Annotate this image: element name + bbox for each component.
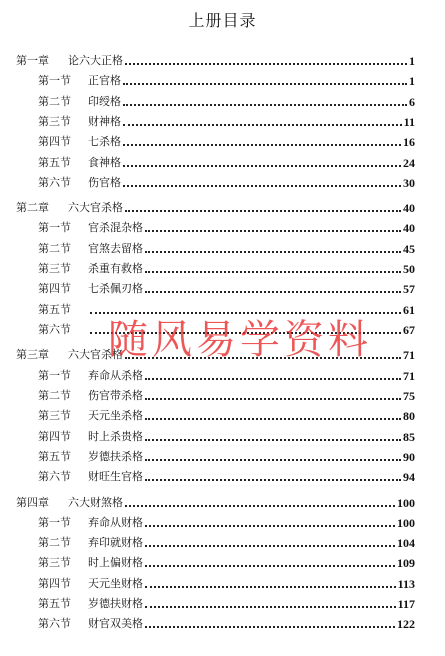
section-title: 七杀佩刃格 bbox=[88, 282, 143, 296]
section-title: 时上杀贵格 bbox=[88, 429, 143, 443]
section-row[interactable] bbox=[38, 113, 415, 129]
dot-leader bbox=[145, 230, 401, 232]
section-number: 第二节 bbox=[38, 536, 71, 550]
section-row[interactable] bbox=[38, 514, 415, 530]
section-number: 第三节 bbox=[38, 262, 71, 276]
chapter-row[interactable] bbox=[16, 199, 415, 215]
page-number: 50 bbox=[403, 262, 415, 277]
dot-leader bbox=[123, 83, 407, 85]
section-title: 弃印就财格 bbox=[88, 536, 143, 550]
section-row[interactable] bbox=[38, 468, 415, 484]
dot-leader bbox=[125, 505, 395, 507]
dot-leader bbox=[145, 251, 401, 253]
section-title: 官杀混杂格 bbox=[88, 221, 143, 235]
section-number: 第五节 bbox=[38, 597, 71, 611]
section-title: 财旺生官格 bbox=[88, 470, 143, 484]
page-number: 45 bbox=[403, 241, 415, 256]
page-title: 上册目录 bbox=[188, 11, 257, 30]
section-row[interactable] bbox=[38, 534, 415, 550]
dot-leader bbox=[145, 439, 401, 441]
section-row[interactable] bbox=[38, 575, 415, 591]
section-row[interactable] bbox=[38, 595, 415, 611]
section-title: 伤官格 bbox=[88, 175, 121, 189]
chapter-title: 论六大正格 bbox=[68, 54, 123, 67]
page-number: 100 bbox=[397, 515, 415, 530]
page-number: 117 bbox=[397, 597, 415, 612]
section-row[interactable] bbox=[38, 428, 415, 444]
section-title: 天元坐杀格 bbox=[88, 409, 143, 423]
section-number: 第三节 bbox=[38, 114, 71, 128]
chapter-row[interactable] bbox=[16, 52, 415, 68]
page-number: 104 bbox=[397, 536, 415, 551]
section-title: 天元坐财格 bbox=[88, 576, 143, 590]
section-row[interactable] bbox=[38, 301, 415, 317]
section-number: 第五节 bbox=[38, 155, 71, 169]
dot-leader bbox=[125, 63, 407, 65]
section-number: 第六节 bbox=[38, 322, 71, 336]
page-number: 122 bbox=[397, 617, 415, 632]
section-row[interactable] bbox=[38, 154, 415, 170]
dot-leader bbox=[145, 271, 401, 273]
section-number: 第二节 bbox=[38, 388, 71, 402]
page-number: 30 bbox=[403, 175, 415, 190]
section-number: 第二节 bbox=[38, 94, 71, 108]
section-title: 伤官带杀格 bbox=[88, 388, 143, 402]
section-row[interactable] bbox=[38, 367, 415, 383]
page-number: 6 bbox=[409, 94, 415, 109]
dot-leader bbox=[145, 626, 395, 628]
section-number: 第六节 bbox=[38, 470, 71, 484]
section-row[interactable] bbox=[38, 407, 415, 423]
dot-leader bbox=[123, 144, 401, 146]
page-number: 67 bbox=[403, 322, 415, 337]
dot-leader bbox=[125, 357, 401, 359]
dot-leader bbox=[145, 606, 396, 608]
section-number: 第五节 bbox=[38, 302, 71, 316]
section-title: 弃命从杀格 bbox=[88, 368, 143, 382]
section-number: 第四节 bbox=[38, 429, 71, 443]
page-number: 61 bbox=[403, 302, 415, 317]
section-number: 第五节 bbox=[38, 449, 71, 463]
section-title: 岁德扶财格 bbox=[88, 597, 143, 611]
page-number: 80 bbox=[403, 409, 415, 424]
section-row[interactable] bbox=[38, 93, 415, 109]
dot-leader bbox=[145, 398, 401, 400]
page-number: 85 bbox=[403, 429, 415, 444]
section-number: 第一节 bbox=[38, 515, 71, 529]
page-number: 40 bbox=[403, 221, 415, 236]
page-number: 11 bbox=[403, 114, 415, 129]
chapter-number: 第四章 bbox=[16, 495, 49, 509]
section-row[interactable] bbox=[38, 72, 415, 88]
section-title: 财神格 bbox=[88, 114, 121, 128]
section-row[interactable] bbox=[38, 615, 415, 631]
dot-leader bbox=[90, 312, 401, 314]
section-title: 七杀格 bbox=[88, 135, 121, 149]
page-number: 100 bbox=[397, 495, 415, 510]
section-number: 第一节 bbox=[38, 221, 71, 235]
chapter-number: 第三章 bbox=[16, 348, 49, 362]
dot-leader bbox=[145, 545, 395, 547]
dot-leader bbox=[145, 525, 395, 527]
section-number: 第六节 bbox=[38, 617, 71, 631]
section-row[interactable] bbox=[38, 321, 415, 337]
chapter-title: 六大财煞格 bbox=[68, 495, 123, 509]
dot-leader bbox=[123, 104, 407, 106]
dot-leader bbox=[123, 165, 401, 167]
section-number: 第四节 bbox=[38, 576, 71, 590]
page-number: 16 bbox=[403, 135, 415, 150]
section-number: 第三节 bbox=[38, 409, 71, 423]
dot-leader bbox=[145, 378, 401, 380]
dot-leader bbox=[145, 418, 401, 420]
dot-leader bbox=[125, 210, 401, 212]
section-number: 第一节 bbox=[38, 74, 71, 88]
page-number: 71 bbox=[403, 348, 415, 363]
section-title: 杀重有救格 bbox=[88, 262, 143, 276]
chapter-number: 第一章 bbox=[16, 54, 49, 67]
section-row[interactable] bbox=[38, 174, 415, 190]
page-number: 57 bbox=[403, 282, 415, 297]
page-number: 113 bbox=[397, 576, 415, 591]
section-title: 岁德扶杀格 bbox=[88, 449, 143, 463]
section-row[interactable] bbox=[38, 448, 415, 464]
section-title: 财官双美格 bbox=[88, 617, 143, 631]
page-number: 40 bbox=[403, 201, 415, 216]
section-row[interactable] bbox=[38, 219, 415, 235]
dot-leader bbox=[145, 459, 401, 461]
page-number: 94 bbox=[403, 470, 415, 485]
section-title: 正官格 bbox=[88, 74, 121, 88]
chapter-row[interactable] bbox=[16, 494, 415, 510]
watermark: 随风易学资料 bbox=[108, 317, 372, 363]
section-row[interactable] bbox=[38, 387, 415, 403]
page-number: 1 bbox=[409, 54, 415, 68]
section-title: 弃命从财格 bbox=[88, 515, 143, 529]
page-number: 109 bbox=[397, 556, 415, 571]
section-number: 第一节 bbox=[38, 368, 71, 382]
section-title: 印绶格 bbox=[88, 94, 121, 108]
section-number: 第三节 bbox=[38, 556, 71, 570]
page-number: 75 bbox=[403, 388, 415, 403]
chapter-number: 第二章 bbox=[16, 201, 49, 215]
section-row[interactable] bbox=[38, 240, 415, 256]
chapter-title: 六大官杀格 bbox=[68, 348, 123, 362]
section-title: 时上偏财格 bbox=[88, 556, 143, 570]
section-row[interactable] bbox=[38, 133, 415, 149]
section-number: 第四节 bbox=[38, 282, 71, 296]
section-title: 食神格 bbox=[88, 155, 121, 169]
dot-leader bbox=[145, 291, 401, 293]
dot-leader bbox=[145, 565, 395, 567]
section-number: 第二节 bbox=[38, 241, 71, 255]
section-row[interactable] bbox=[38, 260, 415, 276]
dot-leader bbox=[145, 479, 401, 481]
section-row[interactable] bbox=[38, 554, 415, 570]
dot-leader bbox=[90, 332, 401, 334]
dot-leader bbox=[123, 124, 402, 126]
page-number: 71 bbox=[403, 368, 415, 383]
section-title: 官煞去留格 bbox=[88, 241, 143, 255]
page-number: 90 bbox=[403, 449, 415, 464]
section-row[interactable] bbox=[38, 280, 415, 296]
page-number: 1 bbox=[409, 74, 415, 89]
chapter-title: 六大官杀格 bbox=[68, 201, 123, 215]
section-number: 第四节 bbox=[38, 135, 71, 149]
dot-leader bbox=[145, 586, 396, 588]
chapter-row[interactable] bbox=[16, 346, 415, 362]
page-number: 24 bbox=[403, 155, 415, 170]
dot-leader bbox=[123, 185, 401, 187]
section-number: 第六节 bbox=[38, 175, 71, 189]
